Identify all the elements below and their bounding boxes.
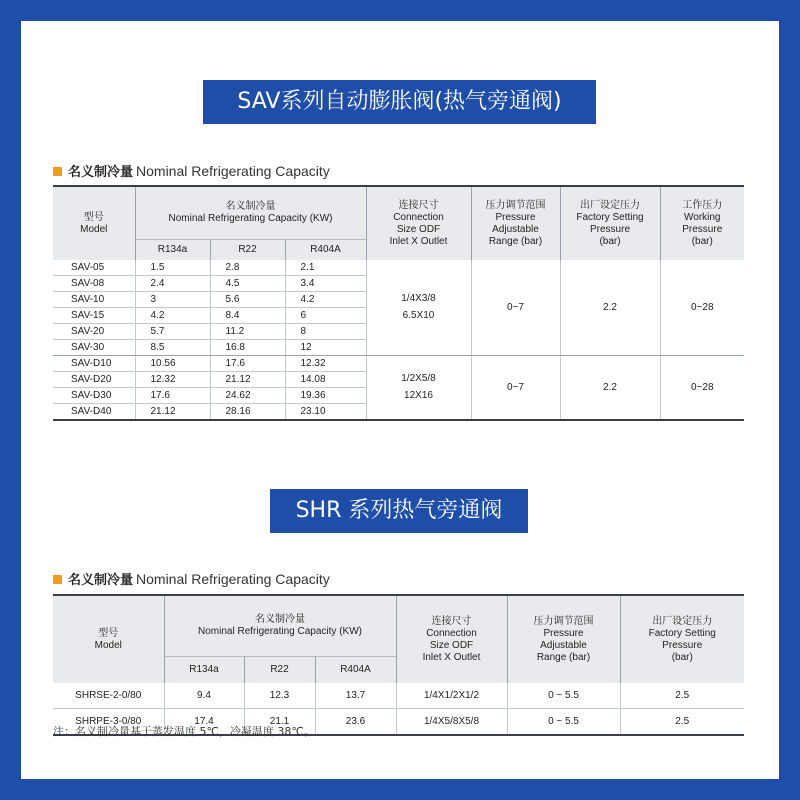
shr-spec-table — [53, 594, 744, 736]
cell-model: SAV-05 — [53, 260, 135, 276]
cell-r22: 24.62 — [210, 388, 285, 404]
header-model-en: Model — [94, 639, 122, 651]
header-connection-en3: Inlet X Outlet — [422, 651, 481, 663]
cell-r404a: 8 — [285, 324, 366, 340]
cell-r22: 2.8 — [210, 260, 285, 276]
header-fac-en1: Factory Setting — [576, 211, 644, 223]
section-label-en: Nominal Refrigerating Capacity — [136, 571, 330, 587]
header-adj-en1: Pressure — [495, 211, 536, 223]
cell-r404a: 23.6 — [315, 709, 396, 736]
cell-connection: 1/4X1/2X1/2 — [396, 683, 507, 709]
cell-r22: 11.2 — [210, 324, 285, 340]
cell-model: SAV-10 — [53, 292, 135, 308]
header-work-en2: Pressure — [682, 223, 723, 235]
cell-r22: 12.3 — [244, 683, 315, 709]
header-capacity-en: Nominal Refrigerating Capacity (KW) — [168, 213, 333, 224]
orange-square-icon — [53, 167, 62, 176]
cell-adjustable-range: 0 ~ 5.5 — [507, 683, 620, 709]
header-fac-en3: (bar) — [671, 651, 693, 663]
header-work-en3: (bar) — [691, 235, 713, 247]
cell-model: SAV-D30 — [53, 388, 135, 404]
header-capacity-cn: 名义制冷量 — [255, 614, 305, 625]
cell-model: SAV-30 — [53, 340, 135, 356]
cell-connection — [366, 356, 471, 421]
cell-r404a: 14.08 — [285, 372, 366, 388]
cell-factory-setting: 2.5 — [620, 683, 744, 709]
cell-r134a: 3 — [135, 292, 210, 308]
sav-section-label — [53, 162, 330, 180]
orange-square-icon — [53, 575, 62, 584]
header-model-cn: 型号 — [98, 627, 119, 639]
cell-r134a: 21.12 — [135, 404, 210, 421]
cell-working-pressure: 0~28 — [660, 356, 744, 421]
header-factory-setting — [560, 186, 660, 260]
sav-spec-table — [53, 185, 744, 421]
header-connection-cn: 连接尺寸 — [398, 199, 439, 211]
cell-adjustable-range: 0~7 — [471, 356, 560, 421]
header-r134a: R134a — [164, 657, 244, 684]
cell-model: SHRSE-2-0/80 — [53, 683, 164, 709]
header-r22: R22 — [244, 657, 315, 684]
header-connection-en2: Size ODF — [396, 223, 441, 235]
connection-mm: 6.5X10 — [402, 310, 435, 321]
cell-connection: 1/4X5/8X5/8 — [396, 709, 507, 736]
cell-r134a: 4.2 — [135, 308, 210, 324]
header-adj-en3: Range (bar) — [536, 651, 591, 663]
header-adjustable-range — [507, 595, 620, 683]
header-fac-en2: Pressure — [662, 639, 703, 651]
cell-model: SAV-D10 — [53, 356, 135, 372]
header-work-cn: 工作压力 — [682, 199, 723, 211]
cell-r134a: 1.5 — [135, 260, 210, 276]
header-adj-en2: Adjustable — [492, 223, 539, 235]
sav-title-banner: SAV系列自动膨胀阀(热气旁通阀) — [203, 80, 596, 124]
header-connection — [396, 595, 507, 683]
section-label-en: Nominal Refrigerating Capacity — [136, 163, 330, 179]
cell-adjustable-range: 0~7 — [471, 260, 560, 356]
connection-mm: 12X16 — [404, 390, 433, 401]
cell-working-pressure: 0~28 — [660, 260, 744, 356]
cell-factory-setting: 2.5 — [620, 709, 744, 736]
cell-r404a: 12 — [285, 340, 366, 356]
cell-r22: 4.5 — [210, 276, 285, 292]
table-row — [53, 683, 744, 709]
cell-r22: 16.8 — [210, 340, 285, 356]
header-model-en: Model — [80, 223, 108, 235]
header-model — [53, 595, 164, 683]
footnote: 注：名义制冷量基于蒸发温度 5℃，冷凝温度 38℃。 — [53, 725, 315, 738]
cell-model: SAV-08 — [53, 276, 135, 292]
connection-inch: 1/2X5/8 — [401, 373, 436, 384]
cell-r134a: 12.32 — [135, 372, 210, 388]
header-adj-en3: Range (bar) — [488, 235, 543, 247]
header-r404a: R404A — [285, 240, 366, 261]
header-adj-cn: 压力调节范围 — [485, 199, 546, 211]
header-capacity — [135, 186, 366, 240]
header-connection-en3: Inlet X Outlet — [389, 235, 448, 247]
cell-r134a: 9.4 — [164, 683, 244, 709]
header-work-en1: Working — [684, 211, 721, 223]
spec-sheet — [21, 21, 779, 779]
cell-r134a: 17.6 — [135, 388, 210, 404]
cell-model: SAV-D40 — [53, 404, 135, 421]
header-adjustable-range — [471, 186, 560, 260]
header-model — [53, 186, 135, 260]
connection-inch: 1/4X3/8 — [401, 293, 436, 304]
header-working-pressure — [660, 186, 744, 260]
header-fac-cn: 出厂设定压力 — [580, 199, 640, 211]
header-connection-cn: 连接尺寸 — [431, 615, 472, 627]
header-r404a: R404A — [315, 657, 396, 684]
cell-r404a: 3.4 — [285, 276, 366, 292]
cell-r404a: 12.32 — [285, 356, 366, 372]
cell-r404a: 6 — [285, 308, 366, 324]
header-connection-en1: Connection — [393, 211, 444, 223]
section-label-cn: 名义制冷量 — [68, 165, 134, 180]
section-label-cn: 名义制冷量 — [68, 573, 134, 588]
header-capacity-cn: 名义制冷量 — [225, 201, 276, 212]
header-model-cn: 型号 — [83, 211, 104, 223]
header-adj-en2: Adjustable — [540, 639, 587, 651]
header-r22: R22 — [210, 240, 285, 261]
header-factory-setting — [620, 595, 744, 683]
header-fac-cn: 出厂设定压力 — [652, 615, 713, 627]
cell-r134a: 8.5 — [135, 340, 210, 356]
header-connection-en2: Size ODF — [429, 639, 474, 651]
cell-r404a: 4.2 — [285, 292, 366, 308]
header-r134a: R134a — [135, 240, 210, 261]
shr-section-label — [53, 570, 330, 588]
header-adj-en1: Pressure — [543, 627, 584, 639]
header-connection — [366, 186, 471, 260]
cell-r404a: 23.10 — [285, 404, 366, 421]
table-row — [53, 260, 744, 276]
cell-r134a: 10.56 — [135, 356, 210, 372]
cell-r404a: 2.1 — [285, 260, 366, 276]
cell-model: SAV-20 — [53, 324, 135, 340]
cell-r134a: 2.4 — [135, 276, 210, 292]
table-row — [53, 356, 744, 372]
cell-model: SAV-D20 — [53, 372, 135, 388]
cell-r404a: 19.36 — [285, 388, 366, 404]
cell-factory-setting: 2.2 — [560, 356, 660, 421]
cell-r22: 8.4 — [210, 308, 285, 324]
cell-r134a: 5.7 — [135, 324, 210, 340]
cell-r22: 21.1 — [244, 709, 315, 736]
cell-connection — [366, 260, 471, 356]
cell-model: SHRPE-3-0/80 — [53, 709, 164, 736]
cell-model: SAV-15 — [53, 308, 135, 324]
cell-r22: 5.6 — [210, 292, 285, 308]
header-fac-en3: (bar) — [599, 235, 621, 247]
cell-r134a: 17.4 — [164, 709, 244, 736]
cell-adjustable-range: 0 ~ 5.5 — [507, 709, 620, 736]
cell-r404a: 13.7 — [315, 683, 396, 709]
header-capacity — [164, 595, 396, 657]
header-fac-en1: Factory Setting — [648, 627, 716, 639]
header-adj-cn: 压力调节范围 — [533, 615, 594, 627]
cell-r22: 21.12 — [210, 372, 285, 388]
cell-factory-setting: 2.2 — [560, 260, 660, 356]
cell-r22: 28.16 — [210, 404, 285, 421]
cell-r22: 17.6 — [210, 356, 285, 372]
header-fac-en2: Pressure — [589, 223, 630, 235]
shr-title-banner: SHR 系列热气旁通阀 — [270, 489, 528, 533]
header-capacity-en: Nominal Refrigerating Capacity (KW) — [198, 626, 362, 637]
header-connection-en1: Connection — [426, 627, 477, 639]
